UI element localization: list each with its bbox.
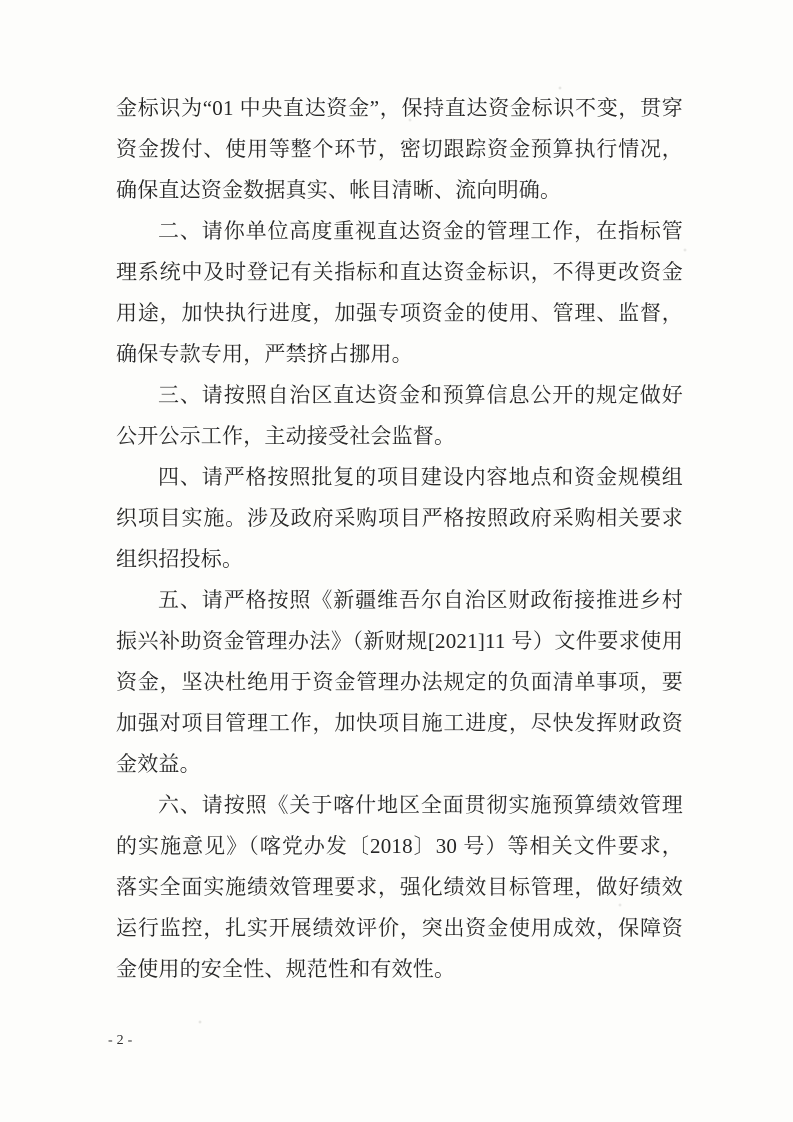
paragraph: 金标识为“01 中央直达资金”，保持直达资金标识不变，贯穿资金拨付、使用等整个环节，密切跟踪资金预算执行情况，确保直达资金数据真实、帐目清晰、流向明确。	[116, 96, 683, 202]
paragraph: 五、请严格按照《新疆维吾尔自治区财政衔接推进乡村振兴补助资金管理办法》（新财规[2021]11 号）文件要求使用资金，坚决杜绝用于资金管理办法规定的负面清单事项，要加强对项目管理工作，加快项目施工进度，尽快发挥财政资金效益。	[116, 588, 683, 776]
paragraph: 三、请按照自治区直达资金和预算信息公开的规定做好公开公示工作，主动接受社会监督。	[116, 383, 683, 448]
page-number: -2-	[108, 1033, 137, 1048]
paragraph: 二、请你单位高度重视直达资金的管理工作，在指标管理系统中及时登记有关指标和直达资金标识，不得更改资金用途，加快执行进度，加强专项资金的使用、管理、监督，确保专款专用，严禁挤占挪用。	[116, 219, 683, 366]
paragraph: 六、请按照《关于喀什地区全面贯彻实施预算绩效管理的实施意见》（喀党办发〔2018〕30 号）等相关文件要求，落实全面实施绩效管理要求，强化绩效目标管理，做好绩效运行监控，扎实开展绩效评价，突出资金使用成效，保障资金使用的安全性、规范性和有效性。	[116, 793, 683, 981]
paragraph: 四、请严格按照批复的项目建设内容地点和资金规模组织项目实施。涉及政府采购项目严格按照政府采购相关要求组织招投标。	[116, 465, 683, 571]
document-body	[116, 88, 683, 990]
